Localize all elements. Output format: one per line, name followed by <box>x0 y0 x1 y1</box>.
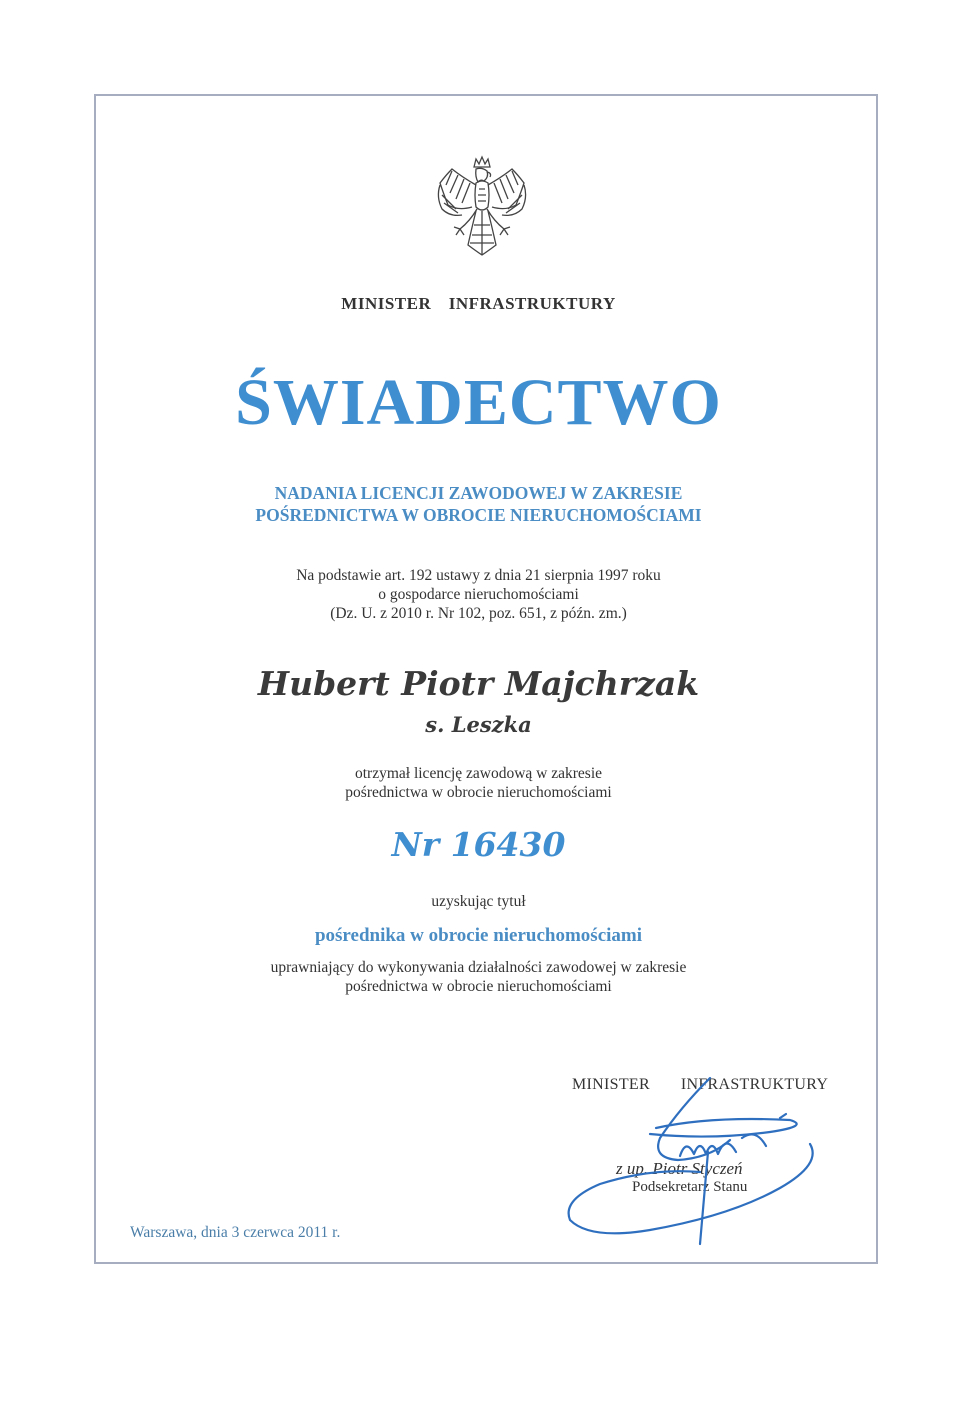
signatory-office: MINISTER INFRASTRUKTURY <box>572 1076 829 1093</box>
document-title: ŚWIADECTWO <box>235 366 722 439</box>
holder-name: Hubert Piotr Majchrzak <box>257 664 700 703</box>
polish-eagle-emblem-icon <box>432 155 532 270</box>
license-statement <box>0 764 957 802</box>
handwritten-signature-icon <box>560 1068 840 1258</box>
entitlement-line: uprawniający do wykonywania działalności zawodowej w zakresie <box>270 959 687 976</box>
legal-basis-line: (Dz. U. z 2010 r. Nr 102, poz. 651, z późn. zm.) <box>330 605 627 622</box>
issuer-heading: MINISTER INFRASTRUKTURY <box>341 294 616 313</box>
document-subtitle <box>0 482 957 526</box>
professional-title: pośrednika w obrocie nieruchomościami <box>314 925 643 946</box>
entitlement-statement <box>0 958 957 996</box>
legal-basis <box>0 566 957 623</box>
signatory-name: z up. Piotr Styczeń <box>616 1159 743 1178</box>
license-number: Nr 16430 <box>391 825 566 864</box>
subtitle-line: POŚREDNICTWA W OBROCIE NIERUCHOMOŚCIAMI <box>255 505 702 525</box>
place-and-date: Warszawa, dnia 3 czerwca 2011 r. <box>130 1224 341 1241</box>
gaining-title-text: uzyskując tytuł <box>431 893 526 910</box>
legal-basis-line: o gospodarce nieruchomościami <box>378 586 579 603</box>
legal-basis-line: Na podstawie art. 192 ustawy z dnia 21 sierpnia 1997 roku <box>296 567 661 584</box>
holder-patronymic: s. Leszka <box>425 712 532 737</box>
license-statement-line: otrzymał licencję zawodową w zakresie <box>354 765 603 782</box>
entitlement-line: pośrednictwa w obrocie nieruchomościami <box>345 978 612 995</box>
license-statement-line: pośrednictwa w obrocie nieruchomościami <box>345 784 612 801</box>
subtitle-line: NADANIA LICENCJI ZAWODOWEJ W ZAKRESIE <box>274 483 683 503</box>
signatory-role: Podsekretarz Stanu <box>632 1179 748 1195</box>
